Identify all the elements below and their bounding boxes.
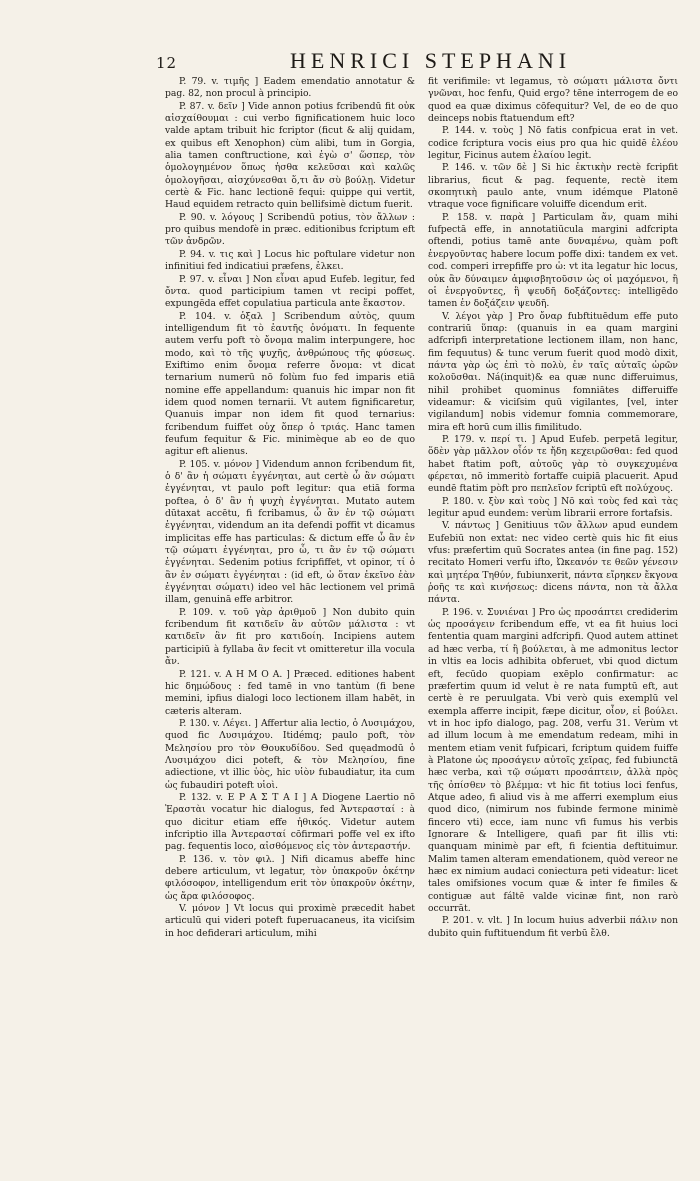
right-column <box>428 76 678 940</box>
note-paragraph: P. 180. v. ξὺν καὶ τοὺς ] Nō καὶ τοὺς fed καὶ τὰς legitur apud eundem: verùm librarii errore fortafsis. <box>428 495 678 520</box>
note-paragraph: P. 121. v. Α Η Μ Ο Α. ] Præced. editiones habent hic δημώδους : fed tamē in vno tantùm (fi bene memini, ipfius dialogi loco lectionem illam habēt, in cæteris alteram. <box>165 668 415 717</box>
note-paragraph: P. 79. v. τιμῆς ] Eadem emendatio annotatur & pag. 82, non procul à principio. <box>165 76 415 100</box>
note-paragraph: P. 144. v. τοὺς ] Nō fatis confpicua erat in vet. codice fcriptura vocis eius pro qua hic quidē ἐλέου legitur, Ficinus autem ἐλαίου legit. <box>428 125 678 162</box>
note-paragraph: V. λέγοι γὰρ ] Pro ὄναρ fubftituēdum effe puto contrariū ὕπαρ: (quanuis in ea quam margini adfcripfi interpretatione lectionem illam, non hanc, fim fequutus) & tunc verum fuerit quod modò dixit, πάντα γὰρ ὡς ἐπὶ τὸ πολὺ, ἐν ταῖς αὐταῖς ὡρῶν κολοῦσθαι. Ná(inquit)& ea quæ nunc differuimus, nihil prohibet quominus fomniātes differuiffe videamur: & viciſsim quū vigilantes, [vel, inter vigilandum] nobis videmur fomnia commemorare, mira eft horū cum illis fimilitudo. <box>428 310 678 433</box>
note-paragraph: P. 136. v. τὸν φιλ. ] Nifi dicamus abeffe hinc debere articulum, vt legatur, τὸν ὑπακροῦν ὀκέτην φιλόσοφον, intelligendum erit τὸν ὑπακροῦν ὀκέτην, ὡς ἄρα φιλόσοφος. <box>165 853 415 902</box>
note-paragraph: P. 97. v. εἶναι ] Non εἶναι apud Eufeb. legitur, fed ὄντα. quod participium tamen vt recipi poffet, expungēda effet copulatiua particula ante ἕκαστον. <box>165 273 415 310</box>
note-paragraph: P. 105. v. μόνον ] Videndum annon fcribendum fit, ὁ δ' ἂν ἡ σώματι ἐγγένηται, aut certè ὧ ἂν σώματι ἐγγένηται, vt paulo poft legitur: qua etiā forma poftea, ὁ δ' ἂν ἡ ψυχὴ ἐγγένηται. Mutato autem dūtaxat accētu, fi fcribamus, ὧ ἂν ἐν τῷ σώματι ἐγγένηται, videndum an ita defendi poffit vt dicamus implicitas effe has particulas: & dictum effe ὧ ἂν ἐν τῷ σώματι ἐγγένηται, pro ὧ, τι ἂν ἐν τῷ σώματι ἐγγένηται. Sedenim potius fcripfiffet, vt opinor, τί ὁ ἂν ἐν σώματι ἐγγένηται : (id eft, ὡ ὅταν ἐκεῖνο ἐὰν ἐγγένηται σώματι) ideo vel hāc lectionem vel primā illam, genuinā effe arbitror. <box>165 458 415 606</box>
note-paragraph: P. 90. v. λόγους ] Scribendū potius, τὸν ἄλλων : pro quibus mendofè in præc. editionibus fcriptum eft τῶν ἀνδρῶν. <box>165 211 415 248</box>
page-header <box>0 48 700 78</box>
page-number: 12 <box>156 54 178 72</box>
left-column <box>165 76 415 940</box>
note-paragraph: P. 132. v. Ε Ρ Α Σ Τ Α Ι ] A Diogene Laertio nō Ἐραστὰι vocatur hic dialogus, fed Ἀντερασταί : à quo dicitur etiam effe ἠθικός. Videtur autem infcriptio illa Ἀντερασταί cōfirmari poffe vel ex ifto pag. fequentis loco, αἰσθόμενος εἰς τὸν ἀντεραστήν. <box>165 791 415 853</box>
note-paragraph-continued: fit verifimile: vt legamus, τὸ σώματι μάλιστα ὄντι γνῶναι, hoc fenfu, Quid ergo? tēne interrogem de eo quod ea quæ diximus cōfequitur? Vel, de eo de quo deinceps nobis ftatuendum eft? <box>428 76 678 125</box>
note-paragraph: V. μόνον ] Vt locus qui proximè præcedit habet articulū qui videri poteft fuperuacaneus, ita viciſsim in hoc defiderari articulum, mihi <box>165 903 415 939</box>
note-paragraph: P. 94. v. τις καὶ ] Locus hic poftulare videtur non infinitiui fed indicatiui præfens, ἑλκει. <box>165 248 415 273</box>
note-paragraph: P. 104. v. ὁξαλ ] Scribendum αὐτὸς, quum intelligendum fit τὸ ἑαυτῆς ὀνόματι. In fequente autem verfu poft τὸ ὄνομα malim interpungere, hoc modo, καὶ τὸ τῆς ψυχῆς, ἀνθρώπους τῆς φύσεως. Exiftimo enim ὄνομα referre ὄνομα: vt dicat ternarium numerū nō folùm fuo fed imparis etiā nomine effe appellandum: quanuis hic impar non fit idem quod nomen ternarii. Vt autem fignificaretur, Quanuis impar non idem fit quod ternarius: fcribendum fuiffet οὐχ ὅπερ ὁ τριάς. Hanc tamen feufum fequitur & Fic. minimèque ab eo de quo agitur eft alienus. <box>165 310 415 458</box>
note-paragraph: V. πάντως ] Genitiuus τῶν ἄλλων apud eundem Eufebiū non extat: nec video certè quis hic fit eius vfus: præfertim quū Socrates antea (in fine pag. 152) recitato Homeri verfu ifto, Ὠκεανόν τε θεῶν γένεσιν καὶ μητέρα Τηθύν, fubiunxerit, πάντα εἴρηκεν ἔκγονα ῥοῆς τε καὶ κινήσεως: dicens πάντα, non τὰ ἄλλα πάντα. <box>428 520 678 606</box>
note-paragraph: P. 87. v. δεῖν ] Vide annon potius fcribendū fit οὐκ αἰσχαίθουμαι : cui verbo fignificationem huic loco valde aptam tribuit hic fcriptor (ficut & alij quidam, ex quibus eft Xenophon) cùm alibi, tum in Gorgia, alia tamen conftructione, καὶ ἐγὼ σ' ὥσπερ, τὸν ὁμολογημένον ὅπως ἠσθα κελεῦσαι καὶ καλῶς ὁμολογῆσαι, αἰσχύνεσθαι ὅ,τι ἄν σὺ βούλῃ. Videtur certè & Fic. hanc lectionē fequi: quippe qui vertit, Haud equidem retracto quin bellifsimè dictum fuerit. <box>165 100 415 211</box>
note-paragraph: P. 130. v. Λέγει. ] Affertur alia lectio, ὁ Λυσιμάχου, quod fic Λυσιμάχου. Itidémq; paulo poft, τὸν Μελησίου pro τὸν Θουκυδίδου. Sed quęadmodū ὁ Λυσιμάχου dici poteft, & τὸν Μελησίου, fine adiectione, vt illic ὑὸς, hic υἱὸν fubaudiatur, ita cum ὡς fubaudiri poteft υἱοὶ. <box>165 717 415 791</box>
note-paragraph: P. 201. v. vlt. ] In locum huius adverbii πάλιν non dubito quin fuftituendum fit verbū ἔλθ. <box>428 915 678 939</box>
running-title: HENRICI STEPHANI <box>290 48 572 73</box>
note-paragraph: P. 179. v. περί τι. ] Apud Eufeb. perpetā legitur, ὅδὲν γὰρ μᾶλλον οἶόν τε ἤδη κεχειρῶσθαι: fed quod habet ftatim poft, αὐτοῦς γὰρ τὸ συγκεχυμένα φέρεται, nō immeritò fortaffe cuipiā placuerit. Apud eundē ftatim pòft pro πεπλεῖον fcriptū eft πολύχους. <box>428 433 678 495</box>
note-paragraph: P. 158. v. παρὰ ] Particulam ἅν, quam mihi fufpectā effe, in annotatiūcula margini adfcripta oftendi, potius tamē ante δυναμένω, quàm poft ἐνεργοῦντας habere locum poffe dixi: tandem ex vet. cod. comperi irrepfiffe pro ὡ: vt ita legatur hic locus, οὐκ ἂν δύναιμεν ἀμφισβητοῦσιν ὡς οἱ μαχόμενοι, ἢ οἱ ἐνεργοῦντες, ἢ ψευδῆ δοξάζοντες: intelligēdo tamen ἐν δοξάζειν ψευδῆ. <box>428 211 678 310</box>
note-paragraph: P. 146. v. τῶν δὲ ] Si hic ἐκτικὴν rectè fcripfit librarius, ficut & pag. fequente, rectè item σκοπητικὴ paulo ante, vnum idémque Platonē vtraque voce fignificare voluiffe dicendum erit. <box>428 162 678 211</box>
note-paragraph: P. 196. v. Συνιέναι ] Pro ὡς προσάπτει crediderim ὡς προσάγειν fcribendum effe, vt ea fit huius loci fententia quam margini adfcripfi. Quod autem attinet ad hæc verba, τί ἢ βούλεται, à me admonitus lector in vltis ea locis adhibita obferuet, vbi quod dictum eft, fecūdo quopiam exēplo confirmatur: ac præfertim quum id velut è re nata fumptū eft, aut certè è re peruulgata. Vbi verò quis exemplū vel exempla afferre incipit, fæpe dicitur, οἷον, εἰ βούλει. vt in hoc ipfo dialogo, pag. 208, verfu 31. Verùm vt ad illum locum à me emendatum redeam, mihi in mentem etiam venit fufpicari, fcriptum quidem fuiffe à Platone ὡς προσάγειν αὐτοῖς χεῖρας, fed fubiunctā hæc verba, καὶ τῷ σώματι προσάπτειν, ἀλλὰ πρὸς τῆς ὀπίσθεν τὸ βλέμμα: vt hic fit totius loci fenfus, Atque adeo, fi aliud vis à me afferri exemplum eius quod dico, (nimirum nos fubinde fermone minimè fincero vti) ecce, iam nunc vfi fumus his verbis Ignorare & Intelligere, quafi par fit illis vti: quanquam minimè par eft, fi fcientia deftituimur. Malim tamen alteram emendationem, quòd vereor ne hæc ex nimium audaci coniectura peti videatur: licet tales omifsiones vocum quæ & inter fe fimiles & contiguæ aut fáltē valde vicinæ fint, non rarò occurrāt. <box>428 606 678 915</box>
note-paragraph: P. 109. v. τοῦ γὰρ ἀριθμοῦ ] Non dubito quin fcribendum fit κατιδεῖν ἂν αὐτῶν μάλιστα : vt κατιδεῖν ἂν fit pro κατιδοίη. Incipiens autem participiū à fyllaba ἂν fecit vt omitteretur illa vocula ἄν. <box>165 606 415 668</box>
